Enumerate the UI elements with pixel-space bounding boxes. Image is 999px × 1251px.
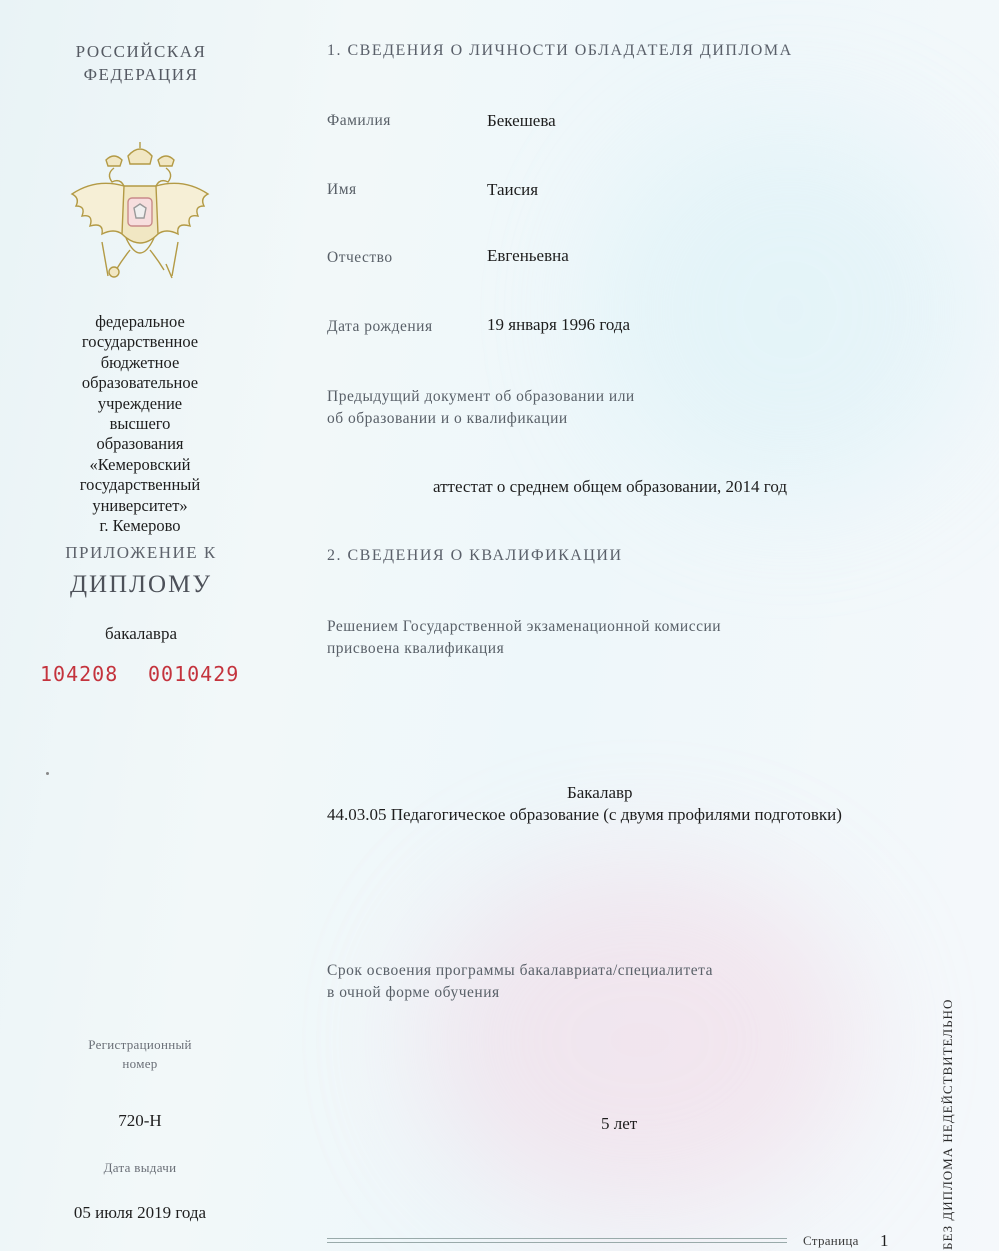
duration-label-line-2: в очной форме обучения — [327, 984, 500, 1001]
section-2-title: 2. СВЕДЕНИЯ О КВАЛИФИКАЦИИ — [327, 547, 623, 564]
field-label-patronymic: Отчество — [327, 249, 393, 266]
section-1-title: 1. СВЕДЕНИЯ О ЛИЧНОСТИ ОБЛАДАТЕЛЯ ДИПЛОМА — [327, 42, 793, 59]
organization-line: г. Кемерово — [99, 516, 181, 536]
country-line-1: РОССИЙСКАЯ — [75, 42, 207, 61]
organization-name — [40, 312, 240, 536]
field-label-surname: Фамилия — [327, 112, 391, 129]
organization-line: образования — [96, 434, 184, 454]
registration-label — [40, 1035, 240, 1073]
previous-document-label — [327, 386, 635, 430]
organization-line: «Кемеровский — [89, 454, 191, 474]
background-tint-pink — [420, 860, 860, 1220]
issue-date-label: Дата выдачи — [103, 1160, 177, 1175]
organization-line: университет» — [92, 495, 188, 515]
field-value-name: Таисия — [487, 180, 539, 199]
background-tint-blue — [600, 120, 980, 500]
field-value-patronymic: Евгеньевна — [487, 246, 569, 265]
duration-value: 5 лет — [601, 1114, 638, 1133]
duration-label-line-1: Срок освоения программы бакалавриата/специалитета — [327, 962, 713, 979]
previous-document-label-line-2: об образовании и о квалификации — [327, 410, 568, 427]
organization-line: государственное — [81, 332, 199, 352]
organization-line: федеральное — [95, 312, 185, 331]
field-value-surname: Бекешева — [487, 111, 556, 130]
scan-speck — [46, 772, 49, 775]
issue-date: 05 июля 2019 года — [73, 1203, 207, 1222]
duration-label — [327, 960, 713, 1004]
qualification-value: Бакалавр — [567, 783, 633, 802]
qualification-decision-line-2: присвоена квалификация — [327, 640, 505, 657]
field-label-name: Имя — [327, 181, 357, 198]
registration-label-line-1: Регистрационный — [88, 1037, 192, 1052]
previous-document-label-line-1: Предыдущий документ об образовании или — [327, 388, 635, 405]
registration-number: 720-Н — [118, 1111, 162, 1130]
coat-of-arms-emblem-icon — [66, 138, 214, 286]
qualification-decision-line-1: Решением Государственной экзаменационной комиссии — [327, 618, 722, 635]
registration-label-line-2: номер — [122, 1056, 158, 1071]
organization-line: государственный — [79, 475, 201, 495]
organization-line: образовательное — [81, 373, 199, 393]
page-number: 1 — [880, 1231, 889, 1250]
previous-document-value: аттестат о среднем общем образовании, 2014 год — [433, 477, 788, 496]
appendix-title: ПРИЛОЖЕНИЕ К — [65, 543, 217, 562]
field-value-birthdate: 19 января 1996 года — [487, 315, 631, 334]
page-label: Страница — [803, 1233, 859, 1248]
left-panel — [0, 0, 282, 1251]
degree-level: бакалавра — [105, 624, 177, 643]
field-label-birthdate: Дата рождения — [327, 318, 433, 335]
organization-line: бюджетное — [100, 352, 180, 372]
country-line-2: ФЕДЕРАЦИЯ — [83, 65, 199, 84]
page-footer-rule — [327, 1238, 787, 1243]
qualification-decision-label — [327, 616, 721, 660]
vertical-notice: БЕЗ ДИПЛОМА НЕДЕЙСТВИТЕЛЬНО — [940, 998, 955, 1250]
organization-line: высшего — [109, 414, 171, 434]
diploma-title: ДИПЛОМУ — [69, 571, 213, 598]
organization-line: учреждение — [97, 393, 183, 413]
serial-number: 0010429 — [148, 662, 240, 686]
serial-series: 104208 — [40, 662, 119, 686]
program-value: 44.03.05 Педагогическое образование (с двумя профилями подготовки) — [327, 805, 842, 824]
